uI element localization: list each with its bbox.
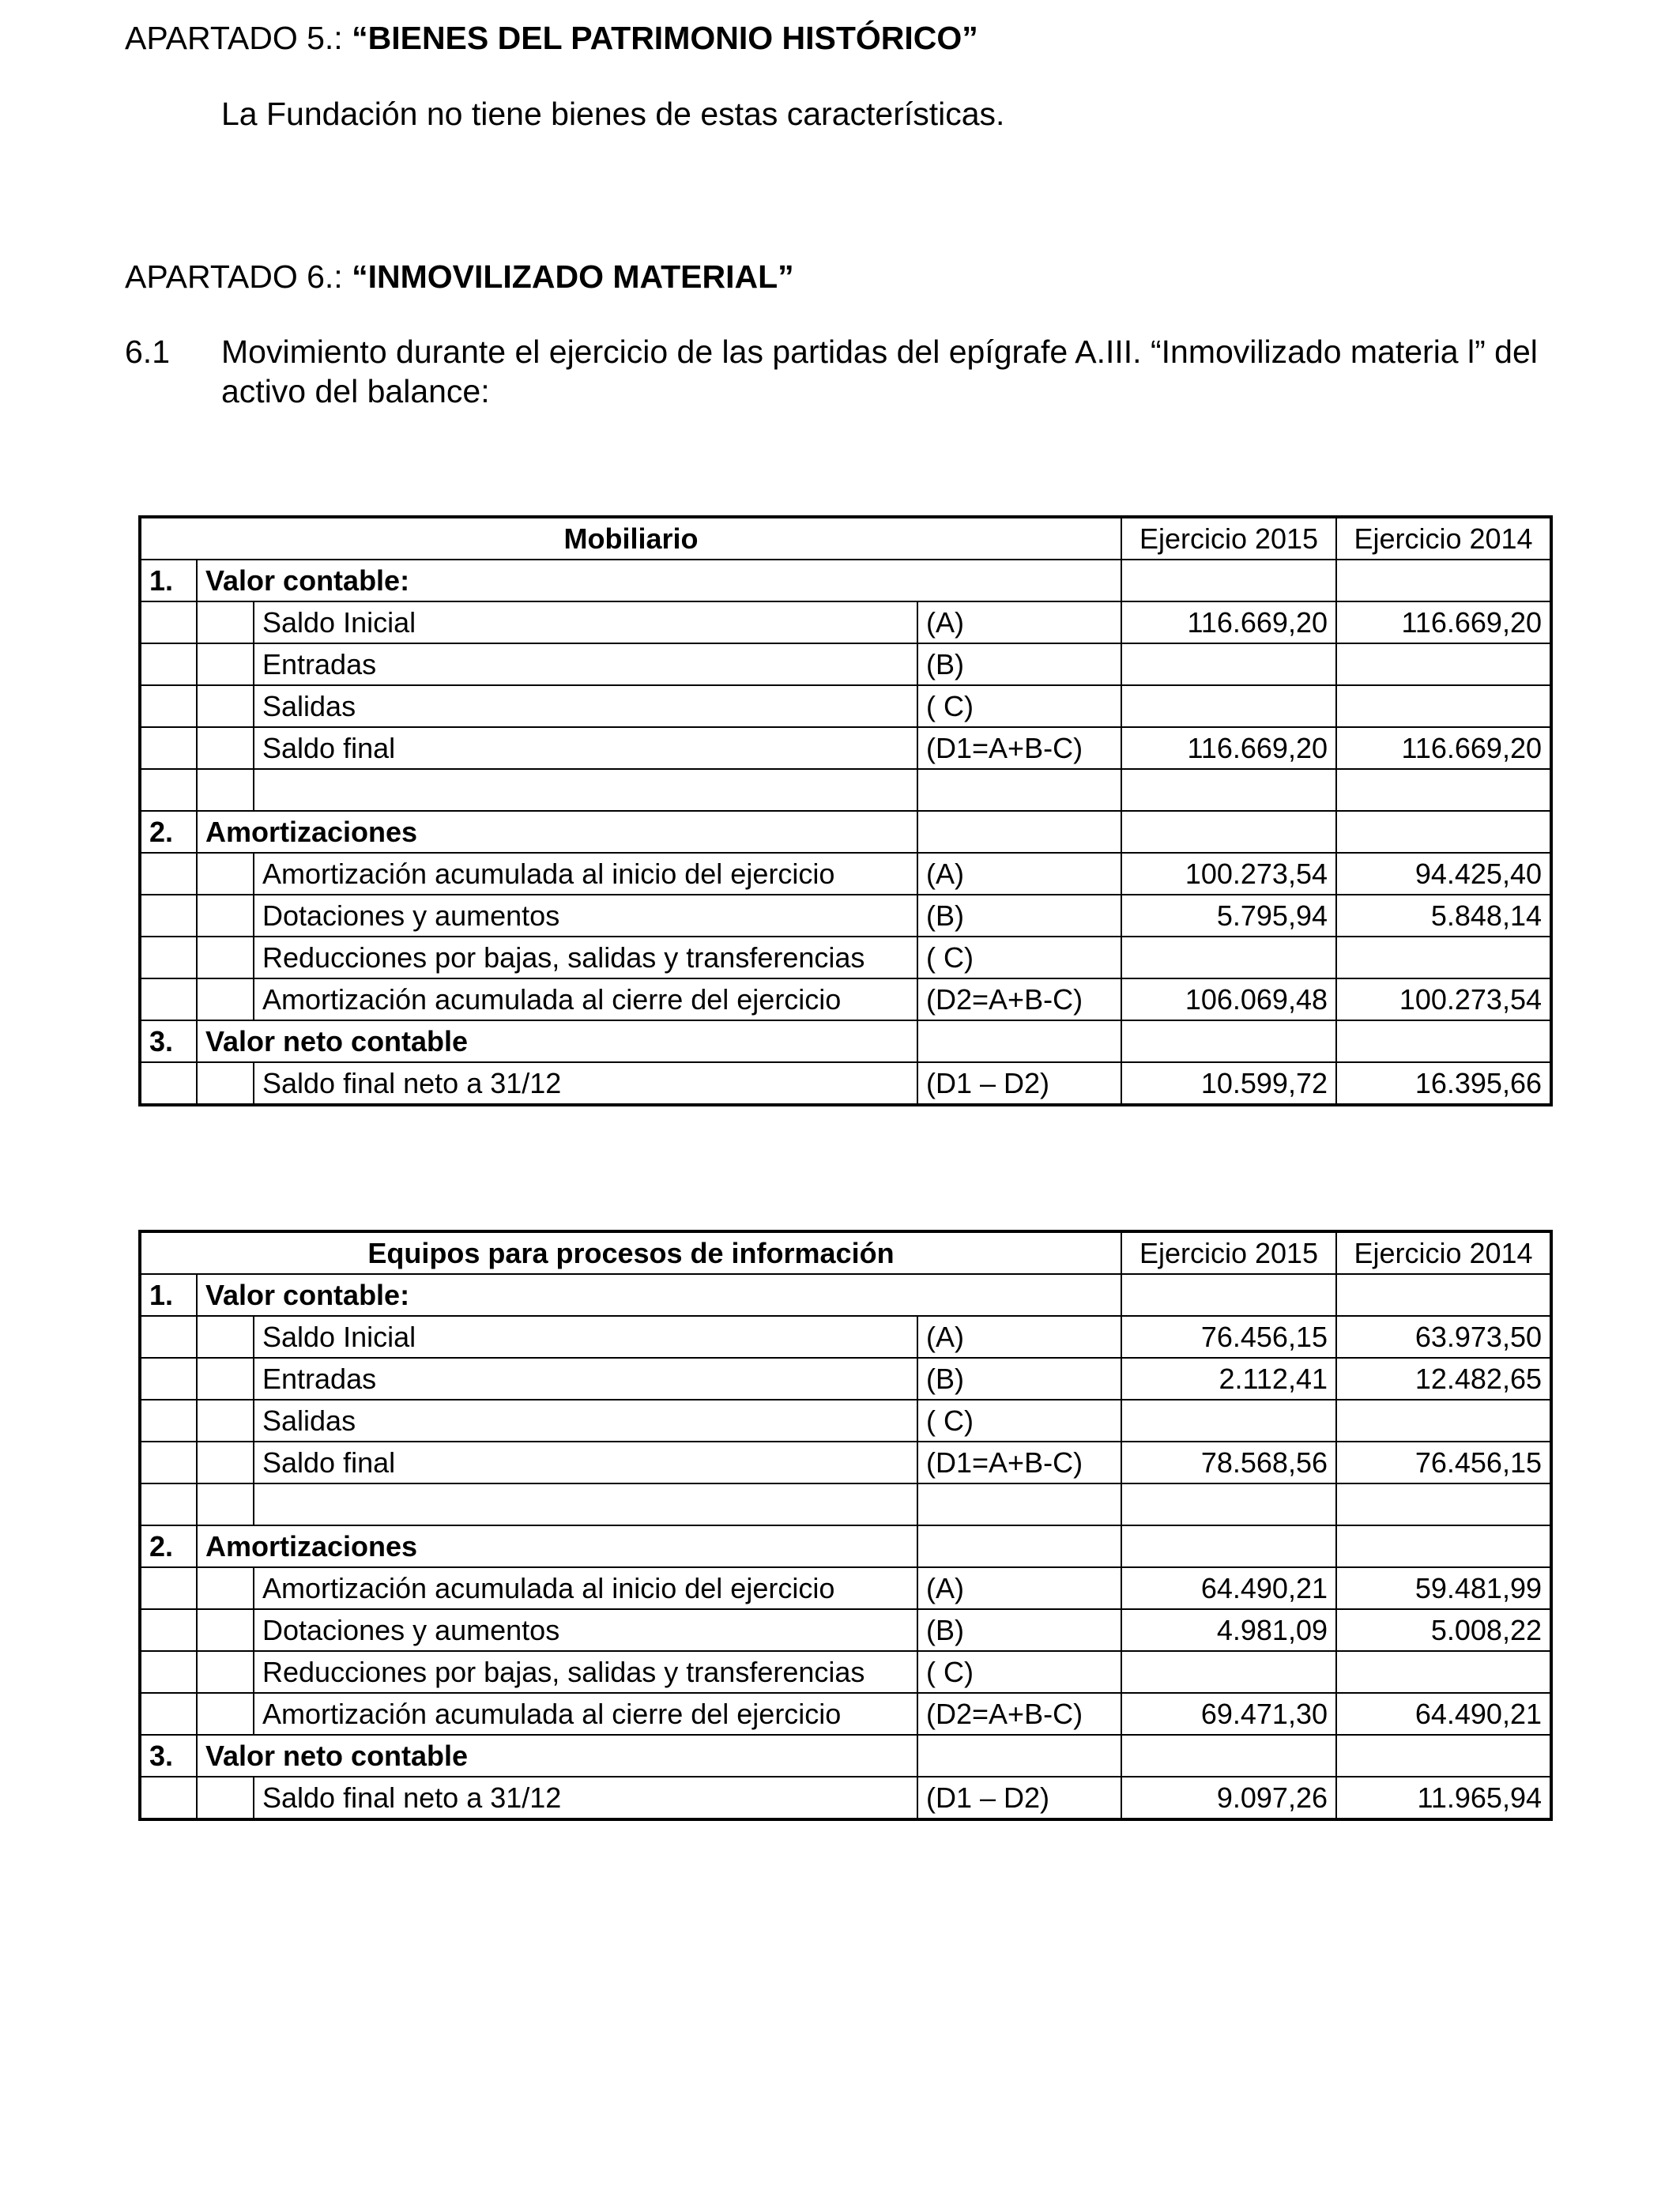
indent-cell [197, 1062, 254, 1105]
value-2015 [1121, 1400, 1336, 1442]
group-label: Valor contable: [197, 560, 1121, 601]
equipos-table [138, 1230, 1553, 1821]
group-row [140, 560, 1551, 601]
apartado6-heading [125, 258, 794, 296]
value-2014 [1336, 685, 1551, 727]
value-2014-cell [1336, 560, 1551, 601]
item-code: ( C) [917, 1651, 1121, 1693]
item-label: Reducciones por bajas, salidas y transferencias [254, 1651, 917, 1693]
value-2014: 94.425,40 [1336, 853, 1551, 895]
value-2015: 9.097,26 [1121, 1777, 1336, 1819]
value-2014: 116.669,20 [1336, 727, 1551, 769]
number-cell [140, 727, 197, 769]
group-number: 1. [140, 1274, 197, 1316]
number-cell [140, 937, 197, 978]
indent-cell [197, 1358, 254, 1400]
value-2014: 100.273,54 [1336, 978, 1551, 1020]
label-cell [254, 1483, 917, 1525]
code-cell [917, 769, 1121, 811]
number-cell [140, 853, 197, 895]
table-header-row [140, 1231, 1551, 1274]
indent-cell [197, 895, 254, 937]
item-label: Entradas [254, 643, 917, 685]
value-2015: 2.112,41 [1121, 1358, 1336, 1400]
value-2014: 16.395,66 [1336, 1062, 1551, 1105]
number-cell [140, 895, 197, 937]
value-2015: 106.069,48 [1121, 978, 1336, 1020]
value-2014: 116.669,20 [1336, 601, 1551, 643]
group-label: Amortizaciones [197, 811, 917, 853]
value-2015 [1121, 937, 1336, 978]
number-cell [140, 1483, 197, 1525]
section-text: Movimiento durante el ejercicio de las partidas del epígrafe A.III. “Inmovilizado materia l” del activo del balance: [221, 334, 1538, 409]
item-label: Saldo final [254, 727, 917, 769]
value-2015: 64.490,21 [1121, 1567, 1336, 1609]
section-number: 6.1 [125, 334, 170, 370]
number-cell [140, 1316, 197, 1358]
table-row [140, 1777, 1551, 1819]
number-cell [140, 1358, 197, 1400]
table-row [140, 978, 1551, 1020]
column-header-2014: Ejercicio 2014 [1336, 1231, 1551, 1274]
number-cell [140, 769, 197, 811]
value-2014 [1336, 937, 1551, 978]
table-row [140, 727, 1551, 769]
indent-cell [197, 1651, 254, 1693]
apartado5-heading [125, 19, 978, 57]
table-row [140, 1693, 1551, 1735]
item-code: (A) [917, 601, 1121, 643]
table-row [140, 685, 1551, 727]
value-2015 [1121, 685, 1336, 727]
group-row [140, 1525, 1551, 1567]
value-2014: 11.965,94 [1336, 1777, 1551, 1819]
value-2014: 64.490,21 [1336, 1693, 1551, 1735]
table-row [140, 1609, 1551, 1651]
value-2015: 100.273,54 [1121, 853, 1336, 895]
group-number: 1. [140, 560, 197, 601]
indent-cell [197, 601, 254, 643]
indent-cell [197, 1442, 254, 1483]
group-row [140, 1274, 1551, 1316]
table-row [140, 1567, 1551, 1609]
value-2014-cell [1336, 1020, 1551, 1062]
table-row [140, 895, 1551, 937]
value-2015-cell [1121, 1483, 1336, 1525]
value-2014-cell [1336, 1735, 1551, 1777]
item-label: Saldo final neto a 31/12 [254, 1777, 917, 1819]
value-2015: 76.456,15 [1121, 1316, 1336, 1358]
value-2015-cell [1121, 769, 1336, 811]
item-code: (B) [917, 895, 1121, 937]
item-code: (D1 – D2) [917, 1777, 1121, 1819]
item-label: Amortización acumulada al cierre del ejercicio [254, 978, 917, 1020]
value-2014: 5.848,14 [1336, 895, 1551, 937]
group-number: 3. [140, 1735, 197, 1777]
value-2015: 116.669,20 [1121, 601, 1336, 643]
item-label: Saldo Inicial [254, 1316, 917, 1358]
item-code: (D2=A+B-C) [917, 978, 1121, 1020]
group-number: 2. [140, 1525, 197, 1567]
value-2014-cell [1336, 811, 1551, 853]
indent-cell [197, 643, 254, 685]
table-title: Mobiliario [140, 517, 1121, 560]
item-code: ( C) [917, 1400, 1121, 1442]
value-2015 [1121, 643, 1336, 685]
value-2014: 76.456,15 [1336, 1442, 1551, 1483]
value-2015: 78.568,56 [1121, 1442, 1336, 1483]
code-cell [917, 1525, 1121, 1567]
value-2015: 5.795,94 [1121, 895, 1336, 937]
table-row [140, 601, 1551, 643]
indent-cell [197, 1693, 254, 1735]
table-title: Equipos para procesos de información [140, 1231, 1121, 1274]
group-label: Amortizaciones [197, 1525, 917, 1567]
item-code: ( C) [917, 937, 1121, 978]
group-label: Valor neto contable [197, 1735, 917, 1777]
number-cell [140, 1651, 197, 1693]
value-2014: 59.481,99 [1336, 1567, 1551, 1609]
indent-cell [197, 769, 254, 811]
code-cell [917, 811, 1121, 853]
indent-cell [197, 978, 254, 1020]
item-code: (D1 – D2) [917, 1062, 1121, 1105]
value-2014 [1336, 1400, 1551, 1442]
empty-row [140, 1483, 1551, 1525]
column-header-2015: Ejercicio 2015 [1121, 517, 1336, 560]
table-body [140, 517, 1551, 1105]
indent-cell [197, 1483, 254, 1525]
item-code: (A) [917, 1567, 1121, 1609]
table-row [140, 1442, 1551, 1483]
indent-cell [197, 685, 254, 727]
mobiliario-table [138, 515, 1553, 1106]
value-2015: 4.981,09 [1121, 1609, 1336, 1651]
indent-cell [197, 937, 254, 978]
item-label: Salidas [254, 685, 917, 727]
label-cell [254, 769, 917, 811]
indent-cell [197, 1567, 254, 1609]
value-2014-cell [1336, 1525, 1551, 1567]
item-label: Saldo final neto a 31/12 [254, 1062, 917, 1105]
number-cell [140, 1609, 197, 1651]
item-label: Entradas [254, 1358, 917, 1400]
group-label: Valor neto contable [197, 1020, 917, 1062]
number-cell [140, 1567, 197, 1609]
item-code: ( C) [917, 685, 1121, 727]
value-2014 [1336, 643, 1551, 685]
empty-row [140, 769, 1551, 811]
value-2015-cell [1121, 1735, 1336, 1777]
item-label: Salidas [254, 1400, 917, 1442]
item-code: (B) [917, 1609, 1121, 1651]
code-cell [917, 1483, 1121, 1525]
value-2014 [1336, 1651, 1551, 1693]
apartado6-title: “INMOVILIZADO MATERIAL” [352, 258, 794, 295]
value-2014: 12.482,65 [1336, 1358, 1551, 1400]
item-code: (A) [917, 853, 1121, 895]
table-row [140, 1400, 1551, 1442]
value-2014-cell [1336, 769, 1551, 811]
table-row [140, 1651, 1551, 1693]
indent-cell [197, 853, 254, 895]
code-cell [917, 1735, 1121, 1777]
group-number: 3. [140, 1020, 197, 1062]
value-2014-cell [1336, 1274, 1551, 1316]
number-cell [140, 1693, 197, 1735]
table-body [140, 1231, 1551, 1819]
item-label: Saldo Inicial [254, 601, 917, 643]
table-row [140, 853, 1551, 895]
item-code: (B) [917, 643, 1121, 685]
value-2015-cell [1121, 811, 1336, 853]
indent-cell [197, 1777, 254, 1819]
value-2014: 63.973,50 [1336, 1316, 1551, 1358]
apartado5-prefix: APARTADO 5.: [125, 20, 352, 56]
item-code: (A) [917, 1316, 1121, 1358]
number-cell [140, 643, 197, 685]
indent-cell [197, 1316, 254, 1358]
number-cell [140, 978, 197, 1020]
item-code: (D1=A+B-C) [917, 1442, 1121, 1483]
value-2015: 10.599,72 [1121, 1062, 1336, 1105]
item-code: (D2=A+B-C) [917, 1693, 1121, 1735]
value-2015-cell [1121, 1274, 1336, 1316]
group-number: 2. [140, 811, 197, 853]
code-cell [917, 1020, 1121, 1062]
group-row [140, 811, 1551, 853]
item-label: Saldo final [254, 1442, 917, 1483]
indent-cell [197, 727, 254, 769]
value-2015-cell [1121, 1020, 1336, 1062]
apartado5-title: “BIENES DEL PATRIMONIO HISTÓRICO” [352, 20, 978, 56]
value-2014: 5.008,22 [1336, 1609, 1551, 1651]
table-header-row [140, 517, 1551, 560]
item-label: Reducciones por bajas, salidas y transferencias [254, 937, 917, 978]
number-cell [140, 1777, 197, 1819]
item-label: Amortización acumulada al inicio del ejercicio [254, 853, 917, 895]
indent-cell [197, 1400, 254, 1442]
item-code: (B) [917, 1358, 1121, 1400]
number-cell [140, 685, 197, 727]
column-header-2015: Ejercicio 2015 [1121, 1231, 1336, 1274]
table-row [140, 1316, 1551, 1358]
table-row [140, 937, 1551, 978]
table-row [140, 1062, 1551, 1105]
value-2015: 116.669,20 [1121, 727, 1336, 769]
number-cell [140, 1400, 197, 1442]
apartado5-text: La Fundación no tiene bienes de estas características. [221, 96, 1005, 132]
value-2015 [1121, 1651, 1336, 1693]
item-label: Dotaciones y aumentos [254, 1609, 917, 1651]
item-label: Amortización acumulada al inicio del ejercicio [254, 1567, 917, 1609]
number-cell [140, 1062, 197, 1105]
group-row [140, 1735, 1551, 1777]
value-2015-cell [1121, 560, 1336, 601]
value-2015: 69.471,30 [1121, 1693, 1336, 1735]
indent-cell [197, 1609, 254, 1651]
item-code: (D1=A+B-C) [917, 727, 1121, 769]
table-row [140, 643, 1551, 685]
number-cell [140, 601, 197, 643]
apartado6-prefix: APARTADO 6.: [125, 258, 352, 295]
group-row [140, 1020, 1551, 1062]
column-header-2014: Ejercicio 2014 [1336, 517, 1551, 560]
table-row [140, 1358, 1551, 1400]
number-cell [140, 1442, 197, 1483]
value-2015-cell [1121, 1525, 1336, 1567]
value-2014-cell [1336, 1483, 1551, 1525]
item-label: Dotaciones y aumentos [254, 895, 917, 937]
group-label: Valor contable: [197, 1274, 1121, 1316]
item-label: Amortización acumulada al cierre del ejercicio [254, 1693, 917, 1735]
